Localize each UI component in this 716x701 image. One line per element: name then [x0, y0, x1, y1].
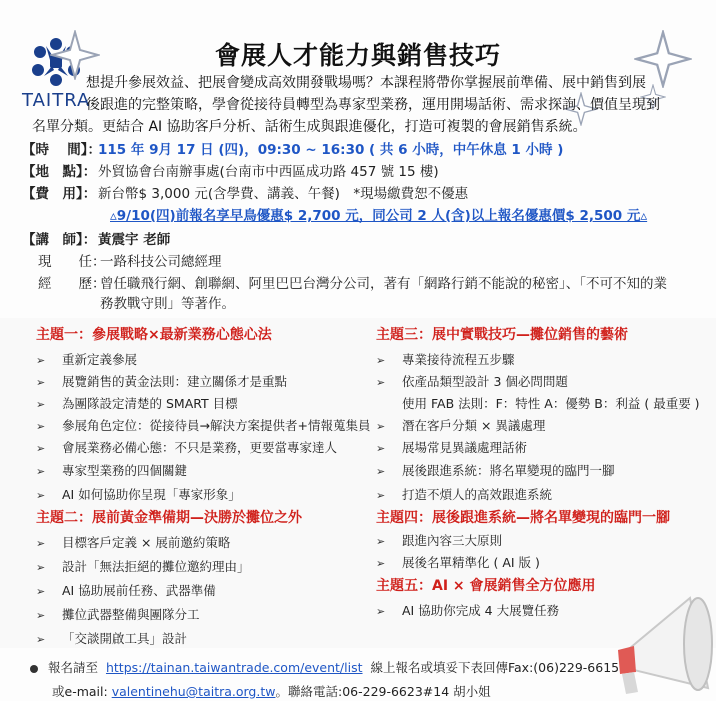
time-label: 【時 間】：: [22, 142, 101, 158]
list-item: ➢ 展後跟進系統：將名單變現的臨門一腳: [376, 463, 615, 478]
section-4-title: 主題四：展後跟進系統—將名單變現的臨門一腳: [376, 510, 670, 526]
intro-line-3: 名單分類。更結合 AI 協助客戶分析、話術生成與跟進優化，打造可複製的會展銷售系統。: [32, 119, 587, 135]
logo-wordmark: TAITRA: [22, 90, 91, 111]
experience-line-2: 務教戰守則」等著作。: [100, 296, 235, 312]
contact-phone: 。聯絡電話:06-229-6623#14 胡小姐: [275, 684, 491, 699]
arrow-icon: ➢: [376, 489, 386, 502]
arrow-icon: ➢: [376, 376, 386, 389]
list-item: ➢ 重新定義參展: [36, 352, 138, 367]
email-prefix: 或e-mail:: [52, 684, 108, 699]
arrow-icon: ➢: [36, 609, 46, 622]
registration-link[interactable]: https://tainan.taiwantrade.com/event/list: [105, 660, 363, 675]
info-position: [38, 252, 222, 272]
list-item: ➢ 參展角色定位：從接待員→解決方案提供者+情報蒐集員: [36, 418, 371, 433]
arrow-icon: ➢: [376, 535, 386, 548]
footer-suffix: 線上報名或填妥下表回傳Fax:(06)229-6615: [370, 660, 620, 675]
info-time: [22, 140, 563, 160]
intro-line-2: 後跟進的完整策略，學會從接待員轉型為專家型業務，運用開場話術、需求探詢、價值呈現到: [86, 97, 660, 113]
list-item: ➢ 為團隊設定清楚的 SMART 目標: [36, 396, 238, 411]
list-item: ➢ AI 協助展前任務、武器準備: [36, 583, 216, 598]
intro-paragraph: [32, 72, 684, 138]
list-item: ➢ 目標客戶定義 × 展前邀約策略: [36, 535, 231, 550]
arrow-icon: ➢: [36, 420, 46, 433]
list-item: ➢ 展場常見異議處理話術: [376, 440, 528, 455]
list-item: ➢ 設計「無法拒絕的攤位邀約理由」: [36, 559, 250, 574]
arrow-icon: ➢: [36, 398, 46, 411]
arrow-icon: ➢: [36, 561, 46, 574]
footer-line-1: [30, 658, 619, 676]
info-fee: [22, 184, 468, 204]
arrow-icon: ➢: [36, 633, 46, 646]
footer-line-2: [52, 682, 491, 700]
fee-value: 新台幣$ 3,000 元(含學費、講義、午餐) *現場繳費恕不優惠: [98, 186, 469, 202]
list-item: 使用 FAB 法則：F：特性 A：優勢 B：利益 ( 最重要 ): [402, 396, 700, 411]
arrow-icon: ➢: [376, 442, 386, 455]
arrow-icon: ➢: [36, 376, 46, 389]
info-experience: [38, 274, 667, 294]
arrow-icon: ➢: [36, 354, 46, 367]
fee-label: 【費 用】：: [22, 186, 97, 202]
list-item: ➢ 會展業務必備心態：不只是業務，更要當專家達人: [36, 440, 338, 455]
arrow-icon: ➢: [36, 585, 46, 598]
experience-label: 經 歷：: [38, 276, 106, 292]
intro-line-1: 想提升參展效益、把展會變成高效開發戰場嗎？本課程將帶你掌握展前準備、展中銷售到展: [86, 75, 646, 91]
info-fee-discount: [110, 206, 647, 226]
place-label: 【地 點】：: [22, 164, 97, 180]
list-item: ➢ 專業接待流程五步驟: [376, 352, 515, 367]
experience-line-1: 曾任職飛行網、創聯網、阿里巴巴台灣分公司，著有「網路行銷不能說的秘密」、「不可不知的業: [100, 276, 667, 292]
arrow-icon: ➢: [36, 442, 46, 455]
position-label: 現 任：: [38, 254, 106, 270]
list-item: ➢ 攤位武器整備與團隊分工: [36, 607, 200, 622]
info-experience-cont: [100, 294, 235, 314]
fee-discount: ▵9/10(四)前報名享早鳥優惠$ 2,700 元，同公司 2 人(含)以上報名優惠價$ 2,500 元▵: [110, 208, 648, 224]
bullet-icon: [30, 665, 38, 673]
arrow-icon: ➢: [36, 537, 46, 550]
footer-prefix: 報名請至: [48, 660, 99, 675]
list-item: ➢ AI 協助你完成 4 大展覽任務: [376, 603, 560, 618]
page-title: 會展人才能力與銷售技巧: [214, 41, 501, 70]
section-5-title: 主題五：AI × 會展銷售全方位應用: [376, 578, 596, 594]
place-value: 外貿協會台南辦事處(台南市中西區成功路 457 號 15 樓): [98, 164, 439, 180]
section-3-title: 主題三：展中實戰技巧—攤位銷售的藝術: [376, 327, 628, 343]
arrow-icon: ➢: [376, 557, 386, 570]
list-item: ➢ 展後名單精準化 ( AI 版 ): [376, 555, 540, 570]
info-place: [22, 162, 439, 182]
section-1-title: 主題一：參展戰略×最新業務心態心法: [36, 327, 272, 343]
list-item: ➢ 「交談開啟工具」設計: [36, 631, 188, 646]
list-item: ➢ AI 如何協助你呈現「專家形象」: [36, 487, 241, 502]
list-item: ➢ 專家型業務的四個關鍵: [36, 463, 188, 478]
time-value: 115 年 9月 17 日 (四)，09:30 ~ 16:30 ( 共 6 小時，中午休息 1 小時 ): [98, 142, 564, 158]
lecturer-label: 【講 師】：: [22, 232, 97, 248]
arrow-icon: ➢: [376, 605, 386, 618]
section-2-title: 主題二：展前黃金準備期—決勝於攤位之外: [36, 510, 302, 526]
info-lecturer: [22, 230, 170, 250]
arrow-icon: ➢: [376, 420, 386, 433]
list-item: ➢ 潛在客戶分類 × 異議處理: [376, 418, 546, 433]
arrow-icon: ➢: [36, 489, 46, 502]
arrow-icon: ➢: [376, 354, 386, 367]
arrow-icon: ➢: [36, 465, 46, 478]
list-item: ➢ 依產品類型設計 3 個必問問題: [376, 374, 568, 389]
list-item: ➢ 跟進內容三大原則: [376, 533, 503, 548]
email-link[interactable]: valentinehu@taitra.org.tw: [111, 684, 276, 699]
position-value: 一路科技公司總經理: [100, 254, 222, 270]
megaphone-icon: [612, 588, 716, 701]
list-item: ➢ 打造不煩人的高效跟進系統: [376, 487, 553, 502]
lecturer-value: 黃震宇 老師: [98, 232, 171, 248]
list-item: ➢ 展覽銷售的黃金法則：建立關係才是重點: [36, 374, 288, 389]
arrow-icon: ➢: [376, 465, 386, 478]
